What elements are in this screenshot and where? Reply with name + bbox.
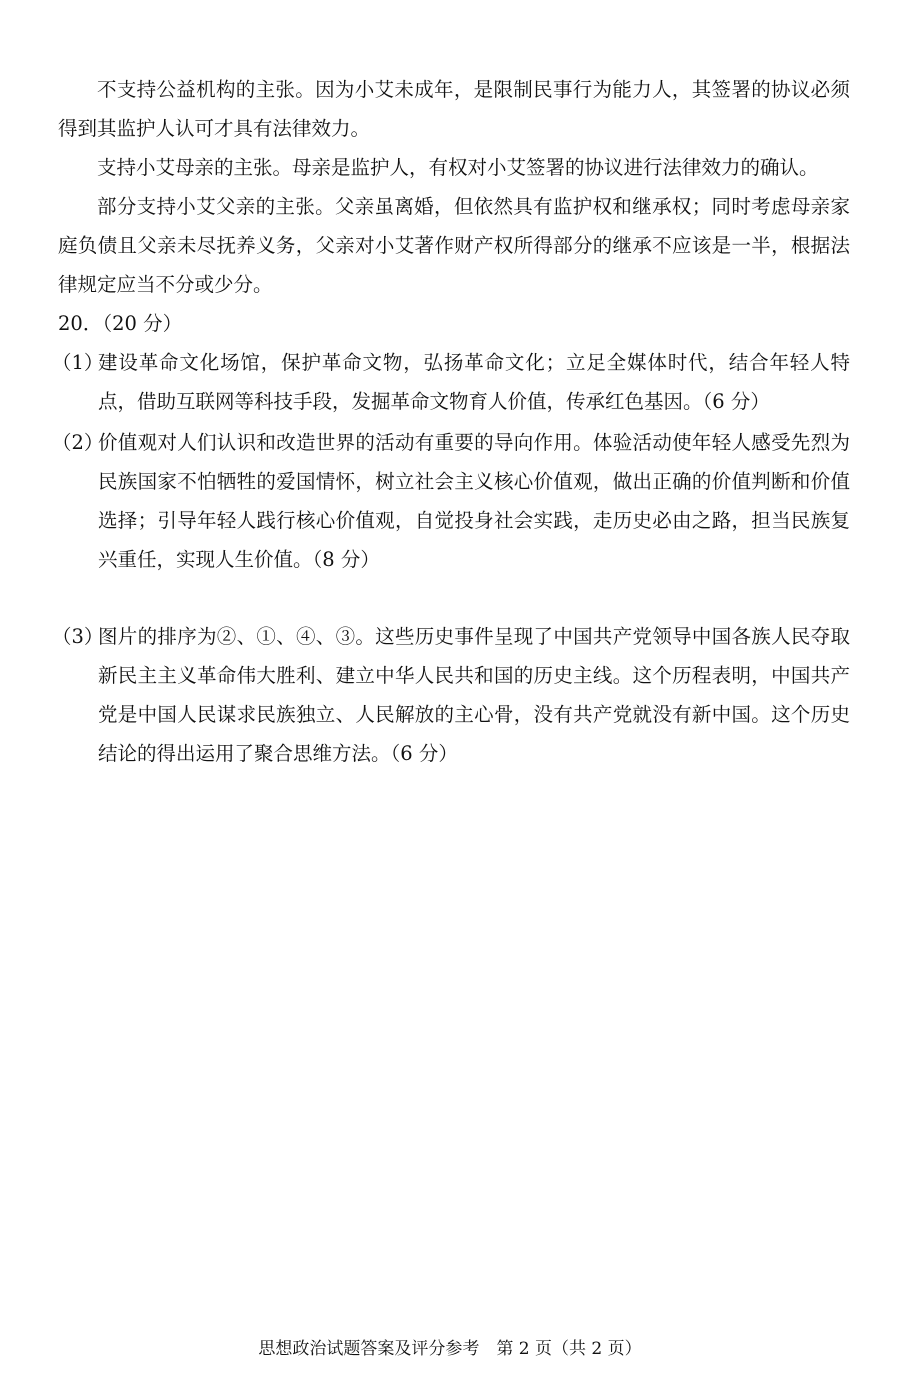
paragraph-father: 部分支持小艾父亲的主张。父亲虽离婚，但依然具有监护权和继承权；同时考虑母亲家庭负债且父亲未尽抚养义务，父亲对小艾著作财产权所得部分的继承不应该是一半，根据法律规定应当不分或少分。: [58, 195, 850, 296]
page-footer: 思想政治试题答案及评分参考 第 2 页（共 2 页）: [258, 1339, 642, 1359]
paragraph-mother: 支持小艾母亲的主张。母亲是监护人，有权对小艾签署的协议进行法律效力的确认。: [97, 156, 819, 179]
answer-item-text: 图片的排序为②、①、④、③。这些历史事件呈现了中国共产党领导中国各族人民夺取新民主主义革命伟大胜利、建立中华人民共和国的历史主线。这个历程表明，中国共产党是中国人民谋求民族独立、人民解放的主心骨，没有共产党就没有新中国。这个历史结论的得出运用了聚合思维方法。（6 分）: [98, 625, 850, 765]
answer-item-number: （3）: [52, 625, 104, 648]
answer-item-text: 建设革命文化场馆，保护革命文物，弘扬革命文化；立足全媒体时代，结合年轻人特点，借助互联网等科技手段，发掘革命文物育人价值，传承红色基因。（6 分）: [98, 351, 850, 413]
answer-item-1: [52, 343, 850, 421]
answer-item-text: 价值观对人们认识和改造世界的活动有重要的导向作用。体验活动使年轻人感受先烈为民族国家不怕牺牲的爱国情怀，树立社会主义核心价值观，做出正确的价值判断和价值选择；引导年轻人践行核心价值观，自觉投身社会实践，走历史必由之路，担当民族复兴重任，实现人生价值。（8 分）: [98, 431, 850, 571]
question-20-header: 20．（20 分）: [58, 312, 183, 335]
answer-item-2: [52, 423, 850, 579]
paragraph-public-welfare: 不支持公益机构的主张。因为小艾未成年，是限制民事行为能力人，其签署的协议必须得到其监护人认可才具有法律效力。: [58, 78, 850, 140]
answer-item-number: （1）: [52, 351, 104, 374]
answer-item-number: （2）: [52, 431, 104, 454]
answer-item-3: [52, 617, 850, 773]
